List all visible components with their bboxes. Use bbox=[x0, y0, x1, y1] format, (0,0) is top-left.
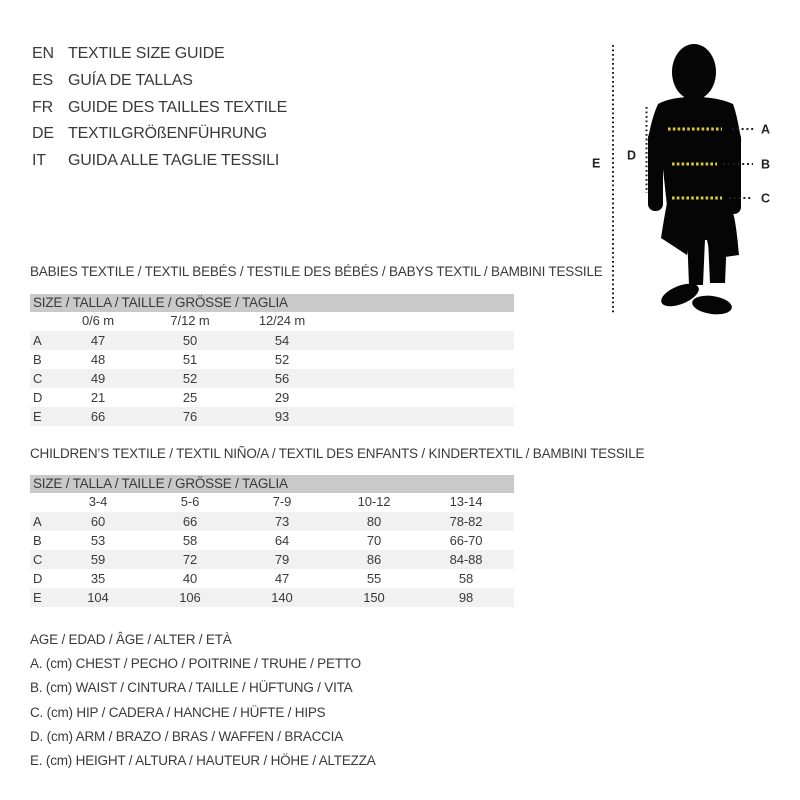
table-row bbox=[30, 531, 514, 550]
row-label: D bbox=[33, 389, 43, 405]
row-label: A bbox=[33, 513, 42, 529]
legend-line-hip: C. (cm) HIP / CADERA / HANCHE / HÜFTE / HIPS bbox=[30, 704, 326, 720]
language-code: EN bbox=[32, 45, 54, 62]
table-row bbox=[30, 350, 514, 369]
row-label: E bbox=[33, 408, 42, 424]
measurement-legend bbox=[30, 628, 376, 773]
table-row bbox=[30, 407, 514, 426]
size-value: 58 bbox=[458, 570, 474, 586]
size-value: 40 bbox=[182, 570, 198, 586]
table-row bbox=[30, 550, 514, 569]
size-value: 50 bbox=[182, 332, 198, 348]
size-value: 52 bbox=[182, 370, 198, 386]
size-value: 52 bbox=[274, 351, 290, 367]
size-value: 70 bbox=[366, 532, 382, 548]
size-value: 66-70 bbox=[449, 532, 483, 548]
size-value: 53 bbox=[90, 532, 106, 548]
legend-line-age: AGE / EDAD / ÂGE / ALTER / ETÀ bbox=[30, 632, 232, 647]
corner-cell bbox=[30, 493, 52, 512]
table-row bbox=[30, 588, 514, 607]
language-title: GUÍA DE TALLAS bbox=[68, 71, 193, 89]
legend-line-arm: D. (cm) ARM / BRAZO / BRAS / WAFFEN / BRACCIA bbox=[30, 728, 344, 744]
column-header: 12/24 m bbox=[258, 313, 306, 328]
size-value: 66 bbox=[182, 513, 198, 529]
measure-label-b: B bbox=[761, 157, 771, 172]
measure-label-c: C bbox=[761, 191, 771, 206]
measurement-figure bbox=[583, 33, 785, 325]
size-value: 58 bbox=[182, 532, 198, 548]
language-code: IT bbox=[32, 152, 46, 170]
size-value: 106 bbox=[179, 589, 201, 605]
babies-column-header-row bbox=[30, 312, 514, 331]
size-value: 47 bbox=[274, 570, 290, 586]
column-header: 13-14 bbox=[449, 494, 483, 509]
list-item bbox=[32, 41, 287, 68]
size-value: 98 bbox=[458, 589, 474, 605]
column-header: 5-6 bbox=[180, 494, 200, 509]
size-value: 29 bbox=[274, 389, 290, 405]
size-value: 93 bbox=[274, 408, 290, 424]
size-value: 35 bbox=[90, 570, 106, 586]
size-value: 59 bbox=[90, 551, 106, 567]
size-value: 21 bbox=[90, 389, 106, 405]
legend-line-waist: B. (cm) WAIST / CINTURA / TAILLE / HÜFTUNG / VITA bbox=[30, 680, 353, 696]
size-value: 25 bbox=[182, 389, 198, 405]
row-label: B bbox=[33, 532, 42, 548]
size-value: 48 bbox=[90, 351, 106, 367]
size-value: 73 bbox=[274, 513, 290, 529]
measure-label-a: A bbox=[761, 122, 771, 137]
size-value: 47 bbox=[90, 332, 106, 348]
column-header: 0/6 m bbox=[81, 313, 114, 328]
language-code: FR bbox=[32, 98, 53, 116]
legend-line-height: E. (cm) HEIGHT / ALTURA / HAUTEUR / HÖHE / ALTEZZA bbox=[30, 752, 376, 768]
size-value: 86 bbox=[366, 551, 382, 567]
list-item bbox=[32, 95, 287, 122]
column-header: 7/12 m bbox=[170, 313, 210, 328]
size-value: 60 bbox=[90, 513, 106, 529]
size-value: 66 bbox=[90, 408, 106, 424]
language-title: GUIDE DES TAILLES TEXTILE bbox=[68, 98, 288, 116]
row-label: E bbox=[33, 589, 42, 605]
language-code: DE bbox=[32, 125, 54, 143]
list-item bbox=[32, 68, 287, 95]
size-value: 84-88 bbox=[449, 551, 483, 567]
children-size-bar: SIZE / TALLA / TAILLE / GRÖSSE / TAGLIA bbox=[30, 475, 514, 493]
corner-cell bbox=[30, 312, 52, 331]
size-value: 72 bbox=[182, 551, 198, 567]
language-title: GUIDA ALLE TAGLIE TESSILI bbox=[68, 152, 280, 170]
language-code: ES bbox=[32, 71, 53, 89]
table-row bbox=[30, 331, 514, 350]
children-section-heading: CHILDREN’S TEXTILE / TEXTIL NIÑO/A / TEXTIL DES ENFANTS / KINDERTEXTIL / BAMBINI TESSILE bbox=[30, 446, 645, 461]
size-value: 104 bbox=[87, 589, 109, 605]
size-value: 64 bbox=[274, 532, 290, 548]
list-item bbox=[32, 121, 287, 148]
table-row bbox=[30, 569, 514, 588]
table-row bbox=[30, 369, 514, 388]
children-size-table bbox=[30, 475, 514, 607]
row-label: B bbox=[33, 351, 42, 367]
children-column-header-row bbox=[30, 493, 514, 512]
column-header: 7-9 bbox=[272, 494, 292, 509]
row-label: A bbox=[33, 332, 42, 348]
size-value: 49 bbox=[90, 370, 106, 386]
measure-label-e: E bbox=[592, 156, 601, 171]
column-header: 10-12 bbox=[357, 494, 391, 509]
table-row bbox=[30, 512, 514, 531]
size-value: 140 bbox=[271, 589, 293, 605]
size-value: 56 bbox=[274, 370, 290, 386]
size-value: 79 bbox=[274, 551, 290, 567]
column-header: 3-4 bbox=[88, 494, 108, 509]
size-value: 80 bbox=[366, 513, 382, 529]
child-silhouette-image bbox=[648, 44, 741, 317]
size-value: 76 bbox=[182, 408, 198, 424]
size-value: 78-82 bbox=[449, 513, 483, 529]
size-value: 54 bbox=[274, 332, 290, 348]
language-title: TEXTILGRÖßENFÜHRUNG bbox=[68, 125, 267, 143]
table-row bbox=[30, 388, 514, 407]
list-item bbox=[32, 148, 287, 175]
size-value: 55 bbox=[366, 570, 382, 586]
legend-line-chest: A. (cm) CHEST / PECHO / POITRINE / TRUHE / PETTO bbox=[30, 656, 361, 672]
babies-size-table bbox=[30, 294, 514, 426]
row-label: C bbox=[33, 370, 43, 386]
language-title-list bbox=[32, 41, 287, 175]
measure-label-d: D bbox=[627, 148, 637, 163]
babies-size-bar: SIZE / TALLA / TAILLE / GRÖSSE / TAGLIA bbox=[30, 294, 514, 312]
language-title: TEXTILE SIZE GUIDE bbox=[68, 45, 225, 62]
row-label: D bbox=[33, 570, 43, 586]
row-label: C bbox=[33, 551, 43, 567]
babies-section-heading: BABIES TEXTILE / TEXTIL BEBÉS / TESTILE DES BÉBÉS / BABYS TEXTIL / BAMBINI TESSILE bbox=[30, 264, 603, 279]
size-value: 150 bbox=[363, 589, 385, 605]
size-value: 51 bbox=[182, 351, 198, 367]
